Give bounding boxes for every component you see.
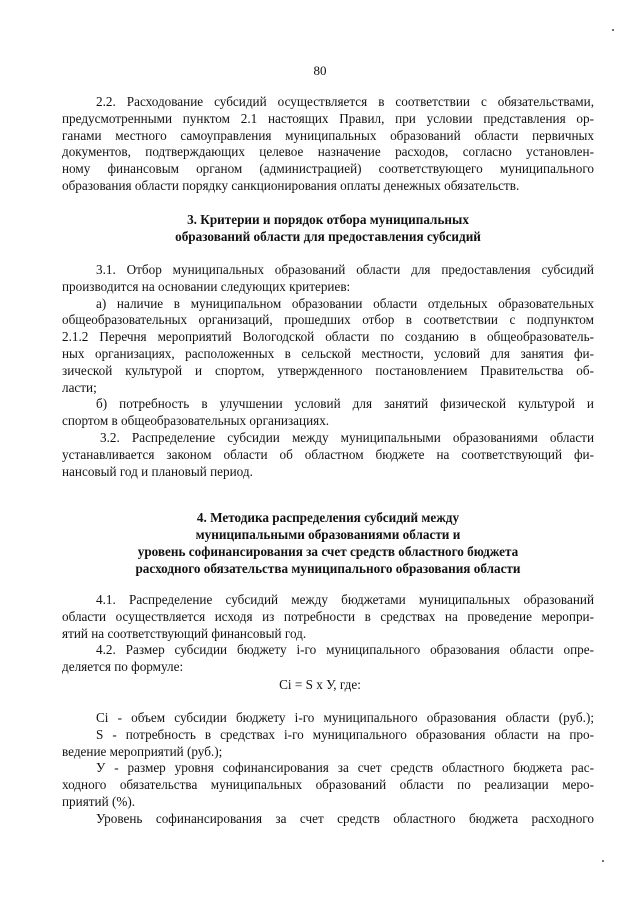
paragraph-4 — [62, 592, 594, 676]
text-line: ганами местного самоуправления муниципальных образований области первичных — [62, 127, 594, 143]
text-line: ных организациях, расположенных в сельской местности, условий для занятия фи- — [62, 345, 594, 361]
paragraph-2-2 — [62, 94, 594, 195]
text-line: 4.2. Размер субсидии бюджету i-го муниципального образования области опре- — [96, 642, 594, 658]
text-line: 4.1. Распределение субсидий между бюджетами муниципальных образований — [96, 592, 594, 607]
page-number: 80 — [313, 63, 327, 78]
text-line: ходного обязательства муниципальных образований области по реализации меро- — [62, 777, 594, 793]
text-line: области осуществляется исходя из потребности в средствах на проведение меропри- — [62, 608, 594, 624]
text-line: ведение мероприятий (руб.); — [62, 743, 223, 759]
formula-definitions — [62, 710, 594, 828]
text-line: общеобразовательных организаций, прошедших отбор в соответствии с подпунктом — [62, 312, 594, 328]
text-line: ятий на соответствующий финансовый год. — [62, 625, 307, 641]
heading-line: 4. Методика распределения субсидий между — [196, 510, 460, 525]
heading-line: расходного обязательства муниципального образования области — [135, 561, 521, 576]
heading-line: образований области для предоставления субсидий — [175, 229, 481, 244]
text-line: производится на основании следующих критериев: — [62, 278, 351, 294]
text-line: документов, подтверждающих целевое назначение расходов, согласно установлен- — [62, 144, 594, 160]
text-line: Ci - объем субсидии бюджету i-го муниципального образования области (руб.); — [96, 710, 594, 725]
heading-line: 3. Критерии и порядок отбора муниципальных — [187, 212, 469, 227]
text-line: 3.2. Распределение субсидии между муниципальными образованиями области — [100, 429, 594, 445]
paragraph-3 — [62, 262, 594, 480]
text-line: ласти; — [62, 379, 97, 395]
scan-speck — [602, 860, 604, 862]
text-line: 2.2. Расходование субсидий осуществляется в соответствии с обязательствами, — [96, 94, 594, 109]
text-line: 2.1.2 Перечня мероприятий Вологодской области по созданию в общеобразователь- — [62, 329, 594, 345]
text-line: приятий (%). — [62, 793, 136, 809]
text-line: устанавливается законом области об областном бюджете на соответствующий фи- — [62, 446, 594, 462]
text-line: б) потребность в улучшении условий для занятий физической культурой и — [96, 396, 594, 412]
text-line: образования области порядку санкционирования оплаты денежных обязательств. — [62, 177, 520, 193]
text-line: ному финансовым органом (администрацией) соответствующего муниципального — [62, 161, 594, 177]
heading-line: муниципальными образованиями области и — [195, 527, 461, 542]
formula: Ci = S x У, где: — [279, 677, 361, 692]
text-line: У - размер уровня софинансирования за счет средств областного бюджета рас- — [96, 760, 594, 776]
text-line: деляется по формуле: — [62, 659, 184, 675]
text-line: а) наличие в муниципальном образовании области отдельных образовательных — [96, 295, 594, 311]
text-line: Уровень софинансирования за счет средств областного бюджета расходного — [96, 810, 594, 826]
text-line: спортом в общеобразовательных организациях. — [62, 413, 330, 429]
section-heading-4 — [62, 509, 594, 577]
text-line: нансовый год и плановый период. — [62, 463, 253, 479]
text-line: S - потребность в средствах i-го муниципального образования области на про- — [96, 726, 594, 742]
text-line: зической культурой и спортом, утвержденного постановлением Правительства об- — [62, 362, 594, 378]
text-line: предусмотренными пунктом 2.1 настоящих Правил, при условии представления ор- — [62, 110, 594, 126]
text-line: 3.1. Отбор муниципальных образований области для предоставления субсидий — [96, 262, 594, 277]
scan-speck — [612, 29, 614, 31]
heading-line: уровень софинансирования за счет средств областного бюджета — [137, 544, 519, 559]
section-heading-3 — [62, 211, 594, 245]
